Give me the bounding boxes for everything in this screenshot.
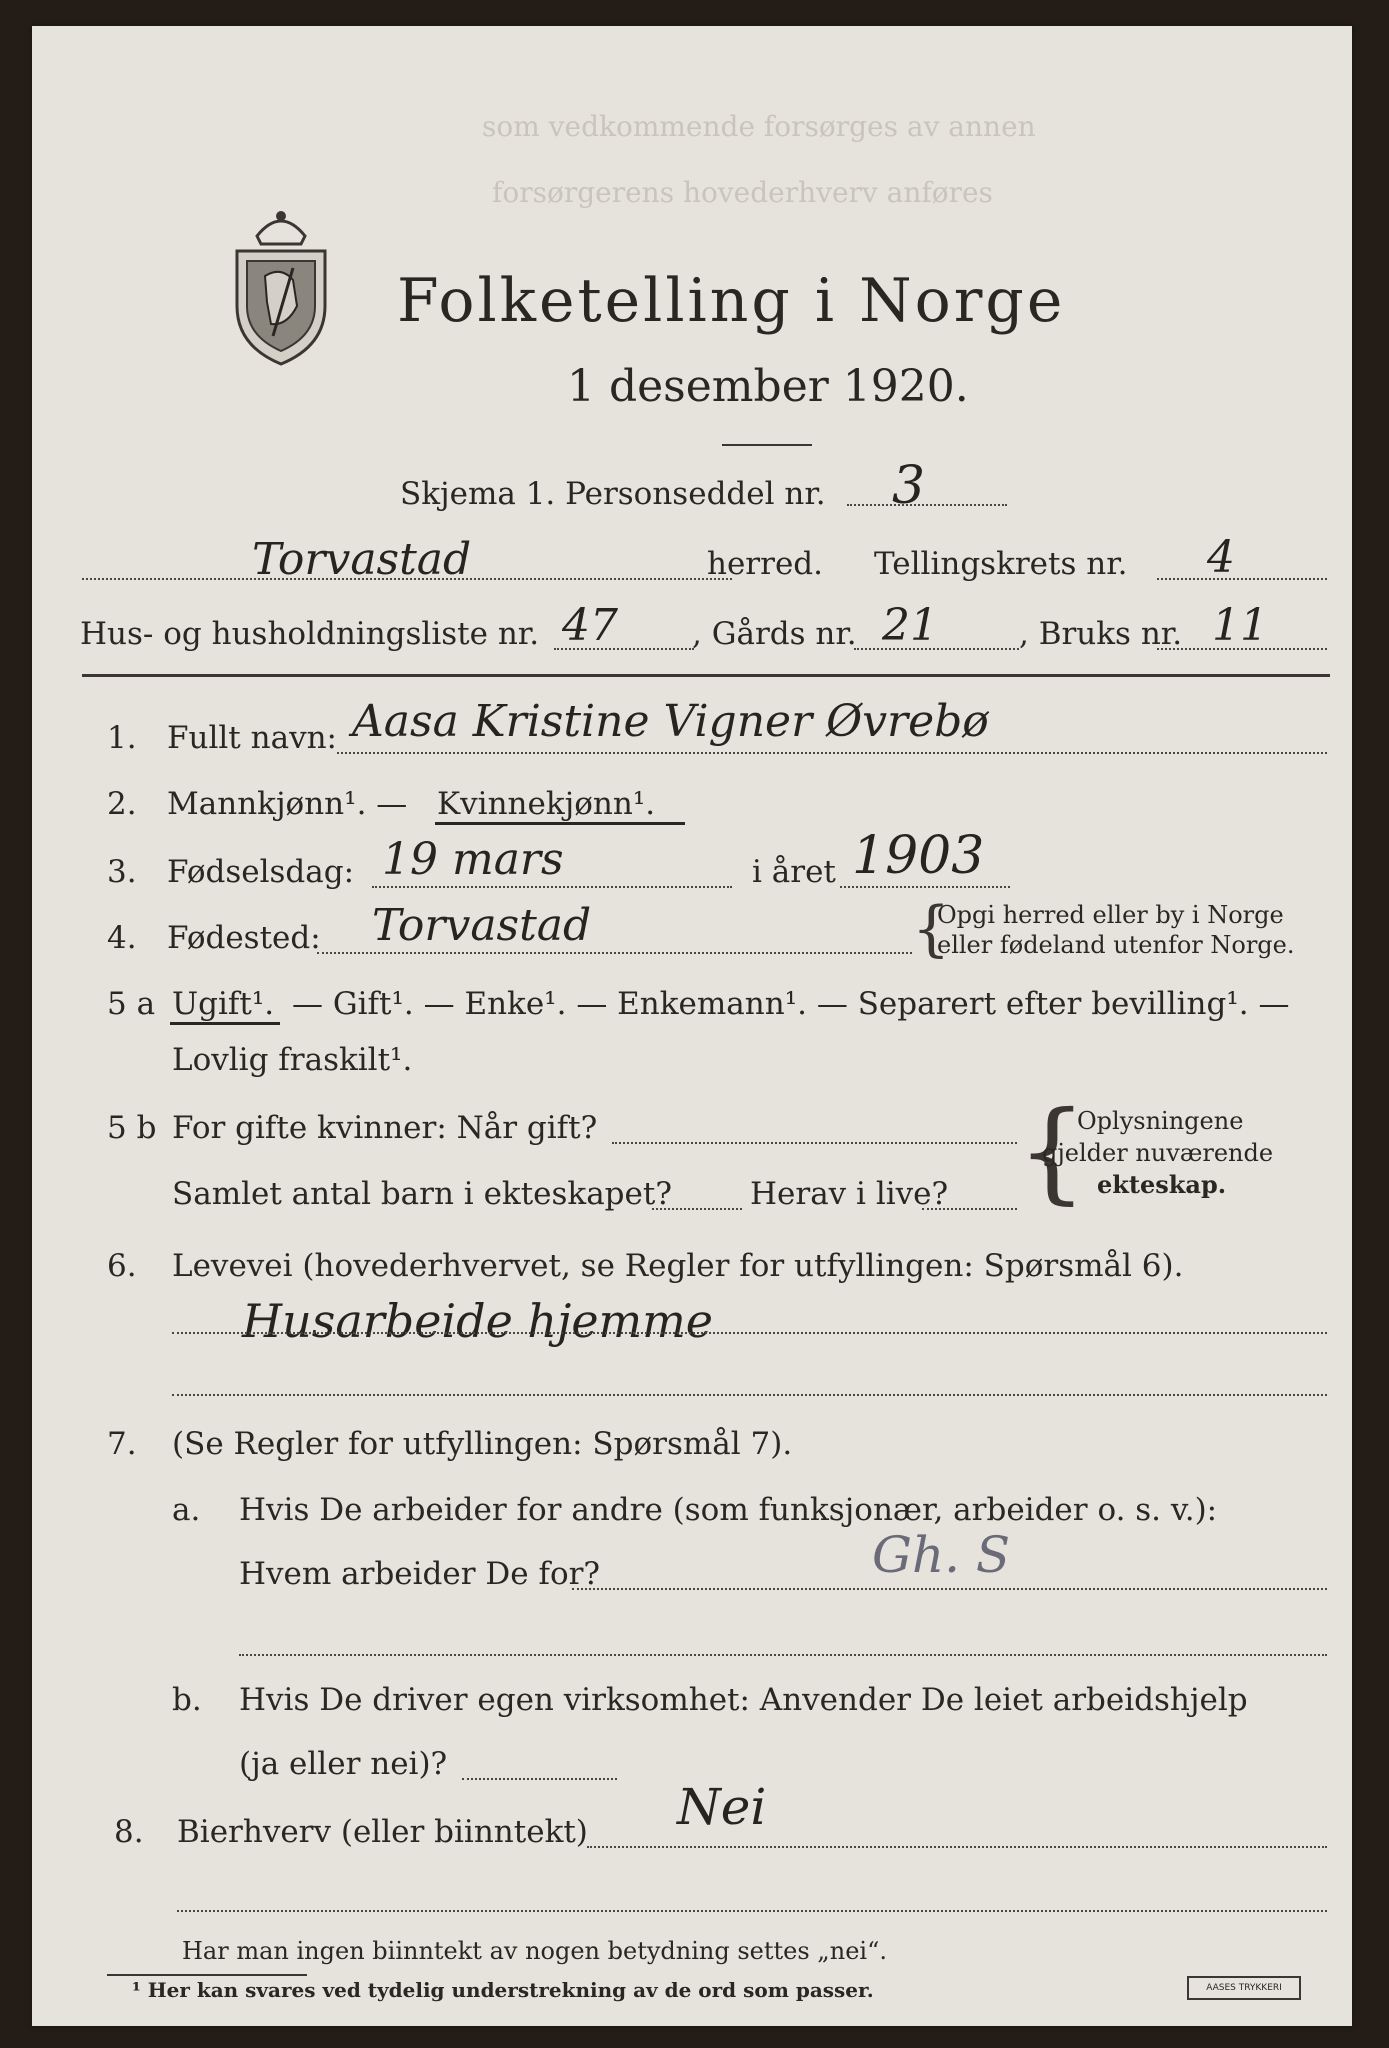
bleed-through-text: forsørgerens hovederhverv anføres [492,176,993,209]
q5b-label1: For gifte kvinner: Når gift? [172,1110,598,1146]
herred-value[interactable]: Torvastad [252,534,472,585]
q8-label: Bierhverv (eller biinntekt) [177,1814,588,1850]
q3-label: Fødselsdag: [167,854,355,890]
footer-note: Har man ingen biinntekt av nogen betydning settes „nei“. [182,1937,887,1965]
q5b-field-line2 [652,1208,742,1210]
q8-field-line2 [177,1910,1327,1912]
q5b-field-line3 [922,1208,1017,1210]
q7b-letter: b. [172,1682,202,1718]
q1-label: Fullt navn: [167,720,337,756]
q5b-note3: ekteskap. [1097,1170,1227,1199]
q4-label: Fødested: [167,920,321,956]
q5b-number: 5 b [107,1110,157,1146]
q5a-ugift: Ugift¹. [172,986,275,1022]
q4-note-line1: Opgi herred eller by i Norge [937,901,1284,929]
q1-number: 1. [107,720,137,756]
gards-label: , Gårds nr. [692,616,857,652]
q2-kvinnekjonn: Kvinnekjønn¹. [437,786,656,822]
q7a-letter: a. [172,1492,201,1528]
q4-brace: { [912,894,951,964]
q5a-underline-mark [170,1022,280,1025]
census-form [32,26,1352,2026]
footnote: ¹ Her kan svares ved tydelig understrekning av de ord som passer. [132,1978,874,2002]
q3-number: 3. [107,854,137,890]
employer[interactable]: Gh. S [872,1526,1011,1584]
q6-field-line1 [172,1332,1327,1334]
q5a-line2: Lovlig fraskilt¹. [172,1042,413,1078]
q5a-options: — Gift¹. — Enke¹. — Enkemann¹. — Separert efter bevilling¹. — [292,986,1290,1022]
bruks-label: , Bruks nr. [1019,616,1183,652]
q7-label: (Se Regler for utfyllingen: Spørsmål 7). [172,1426,793,1462]
q6-field-line2 [172,1394,1327,1396]
q7b-text: Hvis De driver egen virksomhet: Anvender De leiet arbeidshjelp [239,1682,1248,1718]
bleed-through-text: som vedkommende forsørges av annen [482,110,1036,143]
personseddel-nr[interactable]: 3 [892,456,926,516]
q4-note-line2: eller fødeland utenfor Norge. [937,931,1295,959]
q5b-brace: { [1017,1087,1087,1215]
birth-year[interactable]: 1903 [852,826,985,886]
q5b-note1: Oplysningene [1077,1107,1244,1135]
coat-of-arms-icon [227,206,335,366]
occupation[interactable]: Husarbeide hjemme [242,1294,714,1348]
tellingskrets-nr[interactable]: 4 [1207,532,1235,583]
form-title: Folketelling i Norge [397,266,1066,336]
q7a-text: Hvis De arbeider for andre (som funksjonær, arbeider o. s. v.): [239,1492,1218,1528]
bruks-nr[interactable]: 11 [1212,600,1268,651]
q3-day-field-line [372,886,732,888]
q5b-field-line1 [612,1142,1017,1144]
q2-underline-mark [435,822,685,825]
printer-stamp: AASES TRYKKERI [1187,1976,1301,2000]
skjema-label: Skjema 1. Personseddel nr. [400,476,826,512]
q3-year-label: i året [752,854,836,890]
q2-number: 2. [107,786,137,822]
q1-field-line [337,752,1327,754]
q2-mannkjonn: Mannkjønn¹. — [167,786,408,822]
q7a-field-line2 [239,1654,1327,1656]
q5b-note2: gjelder nuværende [1042,1139,1274,1167]
q7a-field-line1 [572,1588,1327,1590]
q7b-field-line [462,1778,617,1780]
husholdning-label: Hus- og husholdningsliste nr. [80,616,540,652]
q4-field-line [317,952,912,954]
q6-label: Levevei (hovederhvervet, se Regler for utfyllingen: Spørsmål 6). [172,1248,1184,1284]
q5b-label3: Herav i live? [750,1176,949,1212]
q7b-question: (ja eller nei)? [239,1746,448,1782]
q7a-question: Hvem arbeider De for? [239,1556,601,1592]
tellingskrets-label: Tellingskrets nr. [874,546,1128,582]
side-income[interactable]: Nei [677,1778,767,1836]
q6-number: 6. [107,1248,137,1284]
gards-nr[interactable]: 21 [882,600,938,651]
divider [722,444,812,446]
husholdning-nr[interactable]: 47 [562,600,618,651]
birth-place[interactable]: Torvastad [372,900,592,951]
full-name[interactable]: Aasa Kristine Vigner Øvrebø [352,696,989,747]
census-date: 1 desember 1920. [567,361,969,412]
q8-number: 8. [114,1814,144,1850]
herred-label: herred. [707,546,823,582]
q5b-label2: Samlet antal barn i ekteskapet? [172,1176,672,1212]
q3-year-field-line [840,886,1010,888]
header-divider [82,674,1330,677]
tellingskrets-field-line [1157,578,1327,580]
q5a-number: 5 a [107,986,156,1022]
q8-field-line1 [587,1846,1327,1848]
q4-number: 4. [107,920,137,956]
personseddel-field-line [847,504,1007,506]
birth-day[interactable]: 19 mars [382,834,564,885]
footnote-divider [107,1974,307,1976]
q7-number: 7. [107,1426,137,1462]
